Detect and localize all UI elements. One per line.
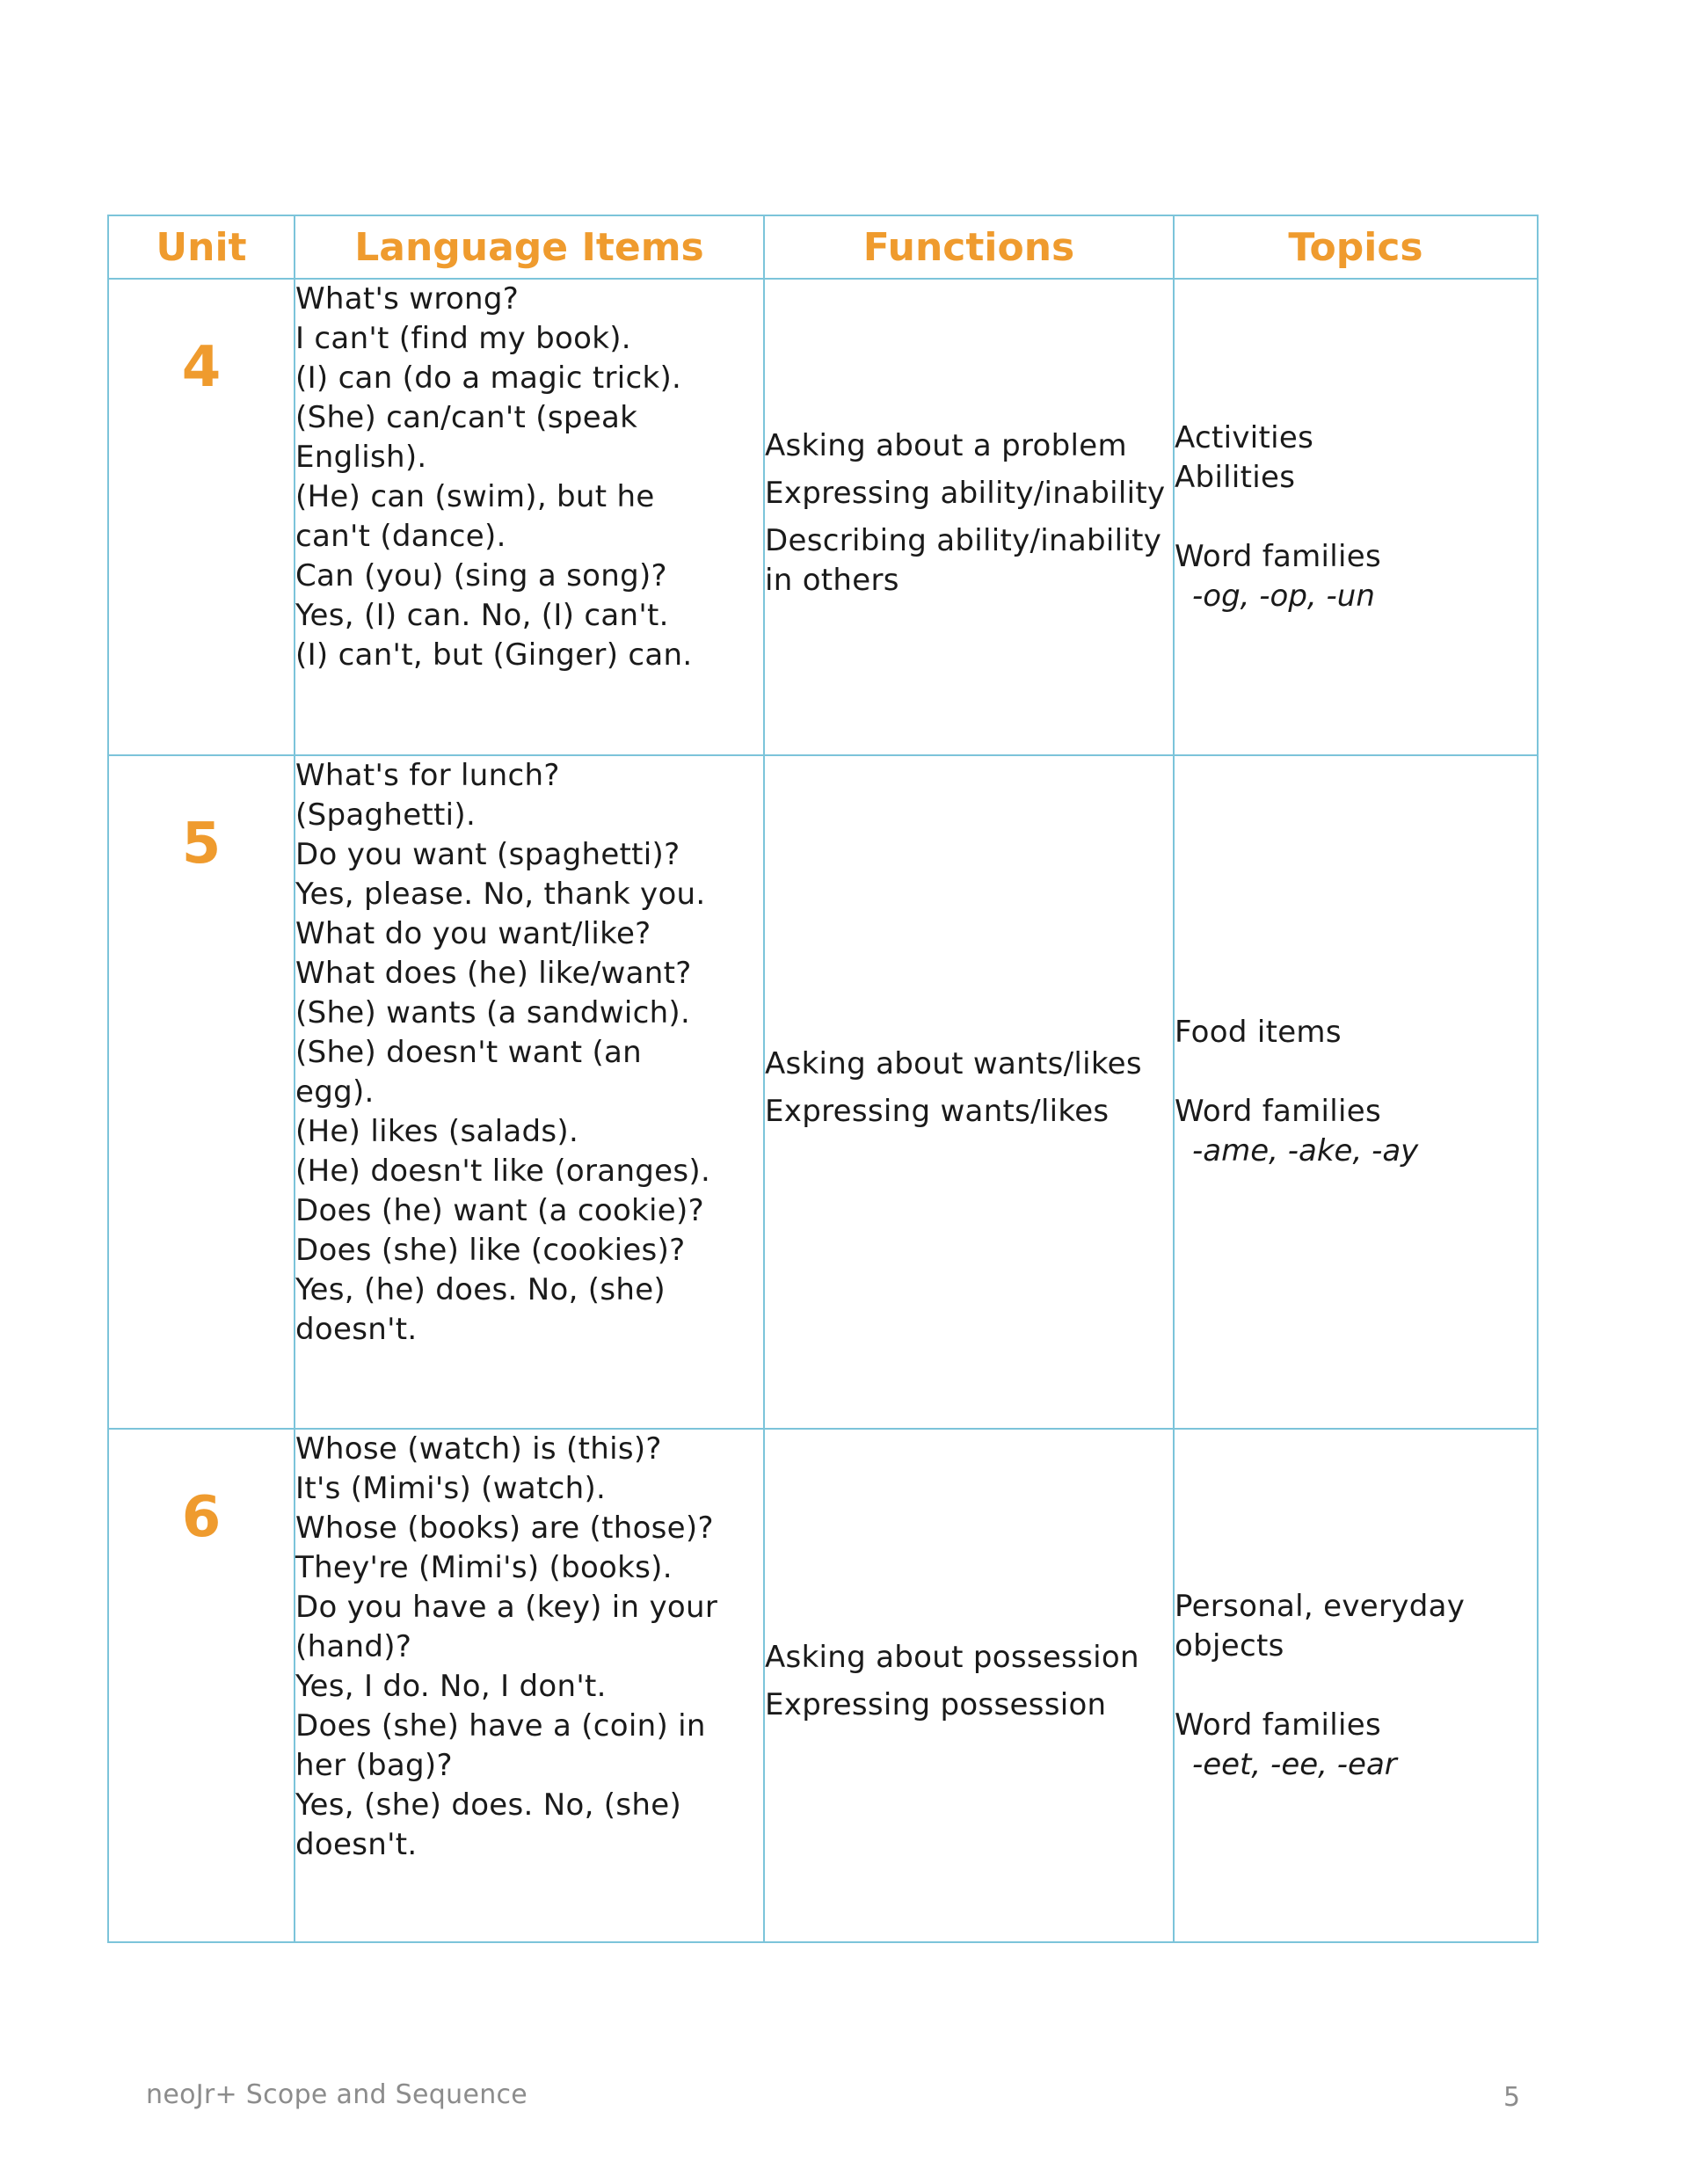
unit-cell xyxy=(108,755,295,1429)
language-item-line: (She) can/can't (speak xyxy=(295,400,638,435)
word-families-patterns: -og, -op, -un xyxy=(1192,578,1375,614)
topics-cell xyxy=(1174,1429,1538,1942)
language-item-line: (She) wants (a sandwich). xyxy=(295,995,691,1030)
language-item-line: Yes, please. No, thank you. xyxy=(295,877,706,912)
header-unit: Unit xyxy=(108,215,295,279)
table-row xyxy=(108,279,1538,755)
topic-spacer xyxy=(1175,498,1537,537)
table-row xyxy=(108,1429,1538,1942)
topics-cell xyxy=(1174,755,1538,1429)
header-functions: Functions xyxy=(764,215,1174,279)
function-item: Expressing possession xyxy=(765,1687,1107,1722)
topic-item: Abilities xyxy=(1175,459,1296,495)
language-item-line: (hand)? xyxy=(295,1629,412,1664)
language-items-cell xyxy=(295,279,764,755)
functions-cell xyxy=(764,279,1174,755)
language-item-line: Do you have a (key) in your xyxy=(295,1590,718,1625)
language-item-line: I can't (find my book). xyxy=(295,321,631,356)
scope-sequence-table xyxy=(107,215,1539,1943)
language-item-line: Does (she) like (cookies)? xyxy=(295,1233,686,1268)
language-item-line: (Spaghetti). xyxy=(295,797,477,833)
header-language-items: Language Items xyxy=(295,215,764,279)
language-item-line: (He) can (swim), but he xyxy=(295,479,655,514)
table-row xyxy=(108,755,1538,1429)
language-item-line: (He) likes (salads). xyxy=(295,1114,579,1149)
language-item-line: Do you want (spaghetti)? xyxy=(295,837,680,872)
language-item-line: (I) can (do a magic trick). xyxy=(295,360,682,396)
word-families-patterns: -eet, -ee, -ear xyxy=(1192,1746,1397,1782)
function-item: Expressing ability/inability xyxy=(765,475,1166,511)
language-item-line: Whose (watch) is (this)? xyxy=(295,1431,662,1467)
table-header-row xyxy=(108,215,1538,279)
page-number: 5 xyxy=(1503,2082,1521,2113)
language-item-line: Yes, (I) can. No, (I) can't. xyxy=(295,598,669,633)
language-item-line: They're (Mimi's) (books). xyxy=(295,1550,673,1585)
language-items-cell xyxy=(295,755,764,1429)
functions-cell xyxy=(764,755,1174,1429)
topic-spacer xyxy=(1175,1666,1537,1706)
topics-cell xyxy=(1174,279,1538,755)
language-item-line: can't (dance). xyxy=(295,519,506,554)
word-families-label: Word families xyxy=(1175,1707,1381,1743)
header-topics: Topics xyxy=(1174,215,1538,279)
language-item-line: doesn't. xyxy=(295,1312,418,1347)
language-item-line: What's wrong? xyxy=(295,281,520,317)
language-item-line: It's (Mimi's) (watch). xyxy=(295,1471,607,1506)
word-families-label: Word families xyxy=(1175,538,1381,574)
language-item-line: Does (she) have a (coin) in xyxy=(295,1708,706,1744)
language-item-line: doesn't. xyxy=(295,1827,418,1862)
language-item-line: (I) can't, but (Ginger) can. xyxy=(295,637,693,673)
language-item-line: Does (he) want (a cookie)? xyxy=(295,1193,704,1228)
language-item-line: Whose (books) are (those)? xyxy=(295,1511,714,1546)
footer-title: neoJr+ Scope and Sequence xyxy=(146,2079,528,2110)
topic-item: Personal, everyday objects xyxy=(1175,1588,1466,1663)
function-item: Asking about wants/likes xyxy=(765,1046,1142,1081)
language-items-cell xyxy=(295,1429,764,1942)
unit-cell xyxy=(108,1429,295,1942)
language-item-line: (He) doesn't like (oranges). xyxy=(295,1154,711,1189)
function-item: Describing ability/inability in others xyxy=(765,522,1162,598)
language-item-line: Can (you) (sing a song)? xyxy=(295,558,667,593)
function-item: Expressing wants/likes xyxy=(765,1094,1110,1129)
word-families-patterns: -ame, -ake, -ay xyxy=(1192,1133,1419,1168)
word-families-label: Word families xyxy=(1175,1094,1381,1129)
language-item-line: Yes, I do. No, I don't. xyxy=(295,1669,607,1704)
language-item-line: What do you want/like? xyxy=(295,916,651,951)
unit-number: 5 xyxy=(181,812,222,877)
function-item: Asking about possession xyxy=(765,1640,1139,1675)
language-item-line: (She) doesn't want (an xyxy=(295,1035,643,1070)
language-item-line: egg). xyxy=(295,1074,375,1110)
language-item-line: her (bag)? xyxy=(295,1748,453,1783)
topic-spacer xyxy=(1175,1052,1537,1092)
language-item-line: What's for lunch? xyxy=(295,758,560,793)
unit-cell xyxy=(108,279,295,755)
function-item: Asking about a problem xyxy=(765,427,1127,463)
topic-item: Food items xyxy=(1175,1015,1342,1050)
language-item-line: Yes, (she) does. No, (she) xyxy=(295,1787,682,1823)
topic-item: Activities xyxy=(1175,419,1314,455)
functions-cell xyxy=(764,1429,1174,1942)
language-item-line: Yes, (he) does. No, (she) xyxy=(295,1272,666,1307)
language-item-line: What does (he) like/want? xyxy=(295,956,692,991)
language-item-line: English). xyxy=(295,440,427,475)
unit-number: 6 xyxy=(181,1485,222,1550)
unit-number: 4 xyxy=(181,335,222,400)
